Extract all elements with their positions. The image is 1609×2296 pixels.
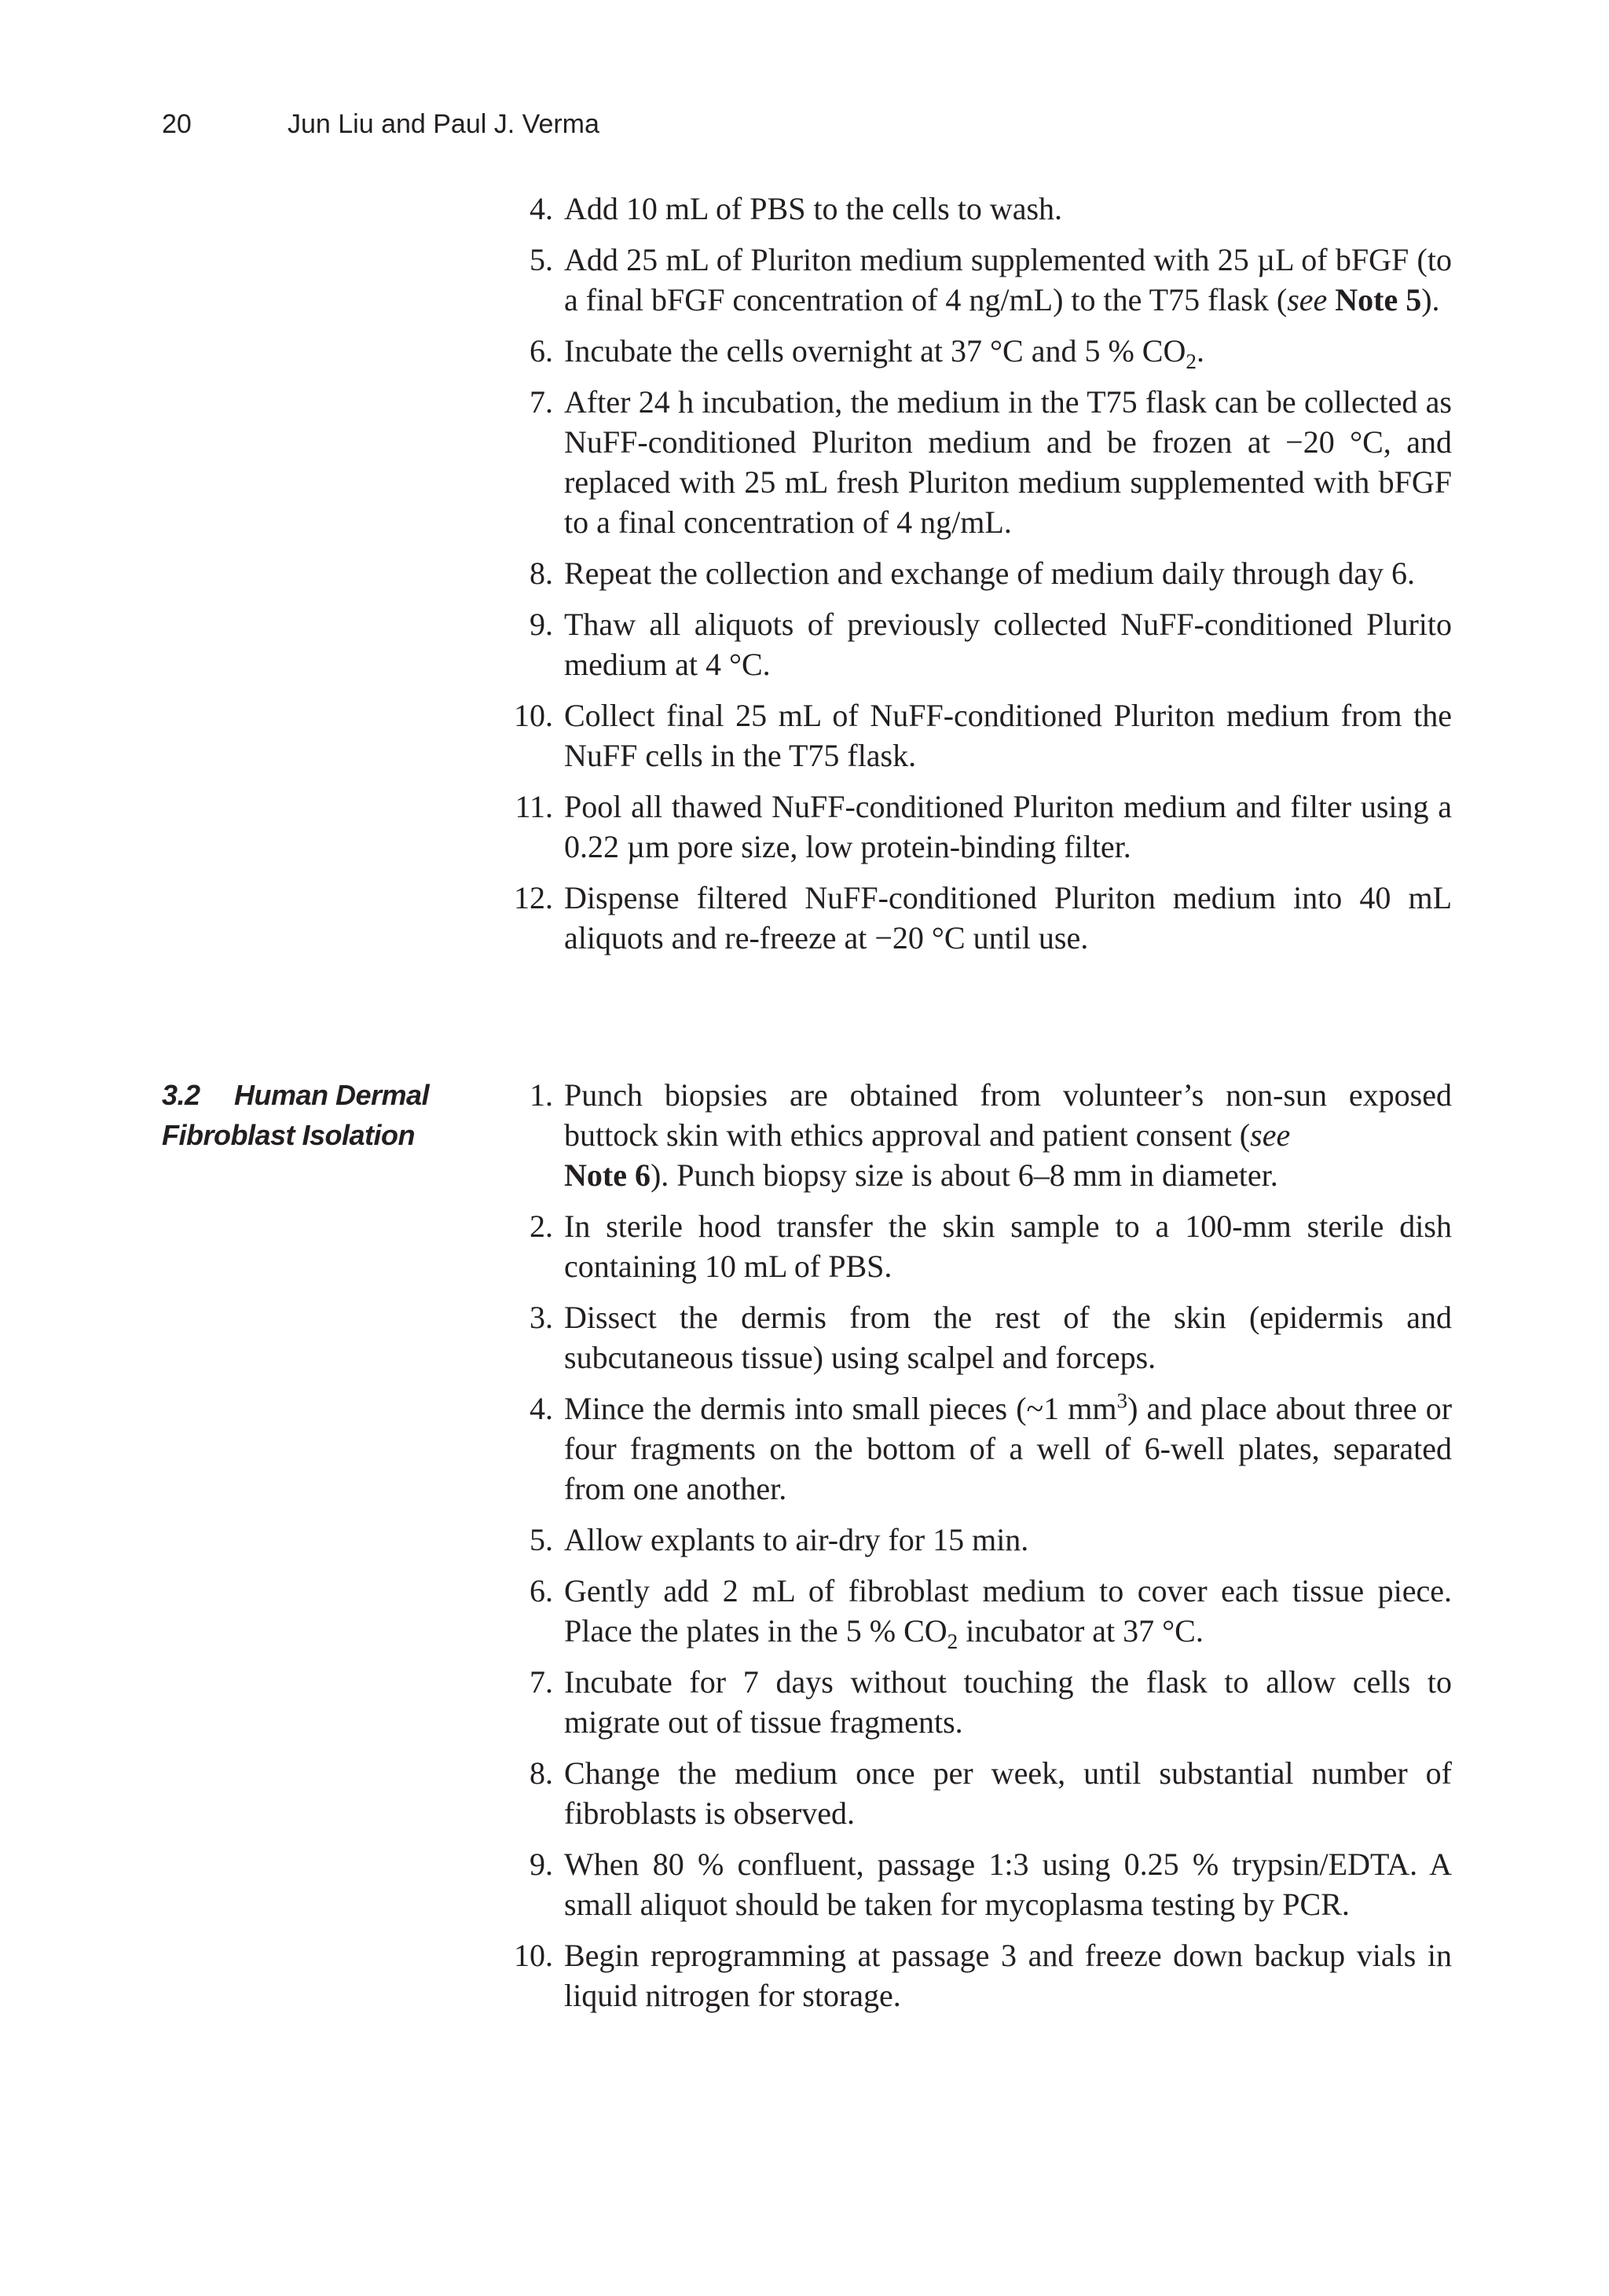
list-item [501,553,1452,593]
see-reference: see [1250,1117,1291,1153]
step-text: Incubate the cells overnight at 37 °C and 5 % CO [564,333,1186,369]
see-reference: see [1287,282,1328,317]
list-item [501,240,1452,320]
step-text: Begin reprogramming at passage 3 and freeze down backup vials in liquid nitrogen for storage. [564,1938,1452,2013]
step-number: 9. [530,607,553,642]
list-item [501,1520,1452,1560]
step-number: 5. [530,1522,553,1557]
step-text: Allow explants to air-dry for 15 min. [564,1522,1029,1557]
step-text: After 24 h incubation, the medium in the T75 flask can be collected as NuFF-conditioned Pluriton medium and be frozen at −20 °C, and replaced with 25 mL fresh Pluriton medium supplemented with bFGF to a final concentration of 4 ng/mL. [564,384,1452,540]
step-number: 8. [530,1755,553,1791]
list-item [501,787,1452,867]
step-text: When 80 % confluent, passage 1:3 using 0.25 % trypsin/EDTA. A small aliquot should be taken for mycoplasma testing by PCR. [564,1847,1452,1922]
step-text: In sterile hood transfer the skin sample to a 100-mm sterile dish containing 10 mL of PBS. [564,1209,1452,1284]
step-number: 12. [514,880,553,915]
section-title-line1: Human Dermal [234,1079,430,1111]
subscript: 2 [947,1630,958,1653]
list-item [501,1571,1452,1651]
list-item [501,331,1452,371]
step-text: Pool all thawed NuFF-conditioned Pluriton medium and filter using a 0.22 µm pore size, low protein-binding filter. [564,789,1452,864]
list-item [501,1075,1452,1195]
list-item [501,189,1452,229]
section-title-line2: Fibroblast Isolation [162,1119,416,1151]
step-number: 5. [530,242,553,277]
step-number: 8. [530,556,553,591]
list-item [501,1844,1452,1924]
step-number: 3. [530,1300,553,1335]
list-item [501,1388,1452,1509]
superscript: 3 [1116,1388,1128,1413]
step-text: Incubate for 7 days without touching the flask to allow cells to migrate out of tissue fragments. [564,1664,1452,1740]
step-text: Punch biopsies are obtained from volunteer’s non-sun exposed buttock skin with ethics approval and patient consent ( [564,1077,1452,1153]
list-item [501,604,1452,684]
page-number: 20 [162,109,192,139]
fibroblast-isolation-steps [501,1075,1452,2026]
running-head-authors: Jun Liu and Paul J. Verma [288,109,599,139]
conditioned-medium-steps [501,189,1452,969]
step-number: 10. [514,1938,553,1973]
step-number: 2. [530,1209,553,1244]
step-text-end: incubator at 37 °C. [958,1613,1204,1649]
step-number: 9. [530,1847,553,1882]
subscript: 2 [1186,350,1197,373]
step-text: Add 25 mL of Pluriton medium supplemented with 25 µL of bFGF (to a final bFGF concentration of 4 ng/mL) to the T75 flask ( [564,242,1452,317]
list-item [501,1206,1452,1286]
step-text: Repeat the collection and exchange of medium daily through day 6. [564,556,1415,591]
list-item [501,1662,1452,1742]
list-item [501,1753,1452,1833]
step-number: 6. [530,1573,553,1608]
step-text: Add 10 mL of PBS to the cells to wash. [564,191,1063,226]
step-text-end: ). [1421,282,1440,317]
step-number: 7. [530,384,553,420]
step-text: Gently add 2 mL of fibroblast medium to cover each tissue piece. Place the plates in the 5 % CO [564,1573,1452,1649]
running-head [162,108,599,140]
list-item [501,382,1452,542]
note-reference: Note 6 [564,1157,651,1193]
step-number: 7. [530,1664,553,1700]
step-text: Dissect the dermis from the rest of the skin (epidermis and subcutaneous tissue) using scalpel and forceps. [564,1300,1452,1375]
step-text: Mince the dermis into small pieces (~1 mm [564,1391,1117,1426]
step-number: 10. [514,698,553,733]
step-number: 6. [530,333,553,369]
step-number: 1. [530,1077,553,1113]
section-heading [162,1075,492,1155]
step-number: 4. [530,191,553,226]
step-text: Change the medium once per week, until substantial number of fibroblasts is observed. [564,1755,1452,1831]
list-item [501,695,1452,776]
step-text: Dispense filtered NuFF-conditioned Pluriton medium into 40 mL aliquots and re-freeze at −20 °C until use. [564,880,1452,955]
step-text-end: ) and place about three or four fragments on the bottom of a well of 6-well plates, separated from one another. [564,1391,1453,1506]
step-text: Thaw all aliquots of previously collected NuFF-conditioned Plurito medium at 4 °C. [564,607,1452,682]
step-text-end: ). Punch biopsy size is about 6–8 mm in diameter. [650,1157,1278,1193]
list-item [501,878,1452,958]
step-text: Collect final 25 mL of NuFF-conditioned Pluriton medium from the NuFF cells in the T75 flask. [564,698,1452,773]
section-number: 3.2 [162,1079,200,1111]
step-number: 4. [530,1391,553,1426]
note-reference: Note 5 [1335,282,1422,317]
step-number: 11. [515,789,553,824]
step-text-end: . [1196,333,1204,369]
list-item [501,1297,1452,1377]
list-item [501,1935,1452,2015]
